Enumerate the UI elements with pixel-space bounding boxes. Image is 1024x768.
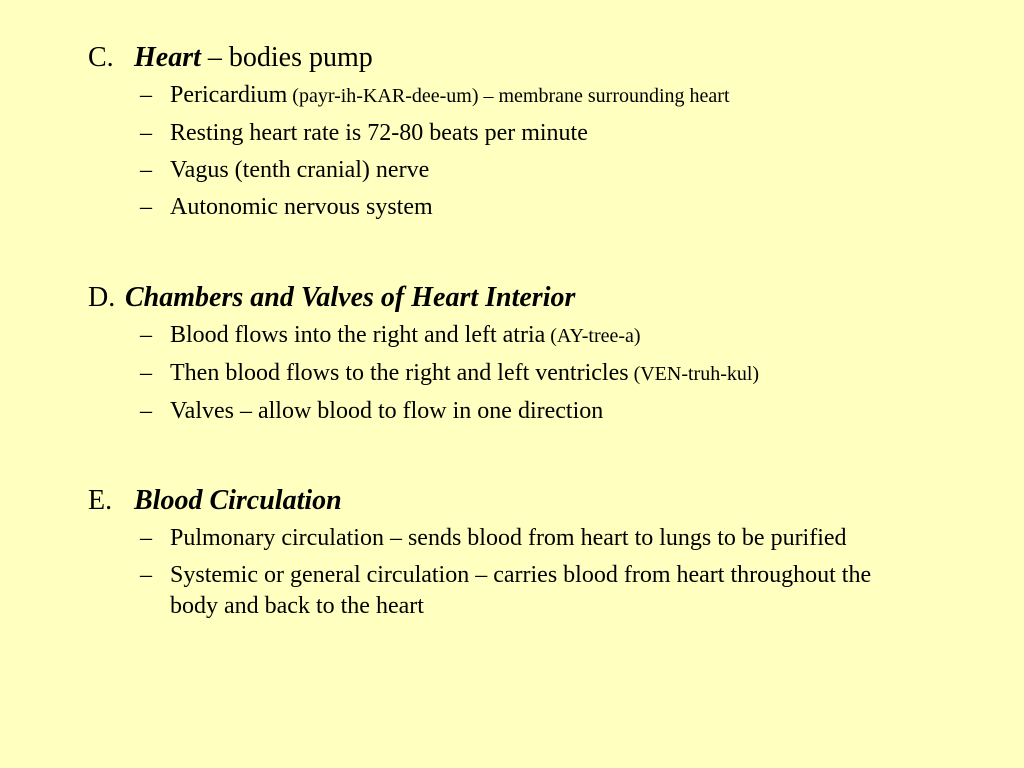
- bullet-text: Pulmonary circulation – sends blood from heart to lungs to be purified: [170, 525, 847, 551]
- list-item: [88, 192, 984, 223]
- bullet-dash: –: [140, 398, 152, 424]
- section-heading: [88, 280, 984, 316]
- section-title: Blood Circulation: [134, 485, 342, 516]
- bullet-list: [88, 320, 984, 427]
- section-blood-circulation: [88, 483, 984, 622]
- section-chambers-valves: [88, 280, 984, 427]
- section-title: Heart: [134, 42, 201, 73]
- bullet-dash: –: [140, 360, 152, 386]
- section-heart: [88, 40, 984, 223]
- bullet-dash: –: [140, 120, 152, 146]
- bullet-text: Then blood flows to the right and left ventricles: [170, 360, 629, 386]
- bullet-dash: –: [140, 82, 152, 108]
- bullet-list: [88, 523, 984, 622]
- list-item: [88, 320, 984, 352]
- section-heading: [88, 483, 984, 519]
- list-item: [88, 396, 984, 427]
- bullet-text: Autonomic nervous system: [170, 194, 433, 220]
- bullet-text: Systemic or general circulation – carries blood from heart throughout the body and back to the heart: [170, 562, 872, 619]
- bullet-text: Vagus (tenth cranial) nerve: [170, 157, 430, 183]
- bullet-dash: –: [140, 525, 152, 551]
- bullet-text: Blood flows into the right and left atria: [170, 322, 546, 348]
- list-item: [88, 155, 984, 186]
- bullet-dash: –: [140, 322, 152, 348]
- bullet-list: [88, 80, 984, 223]
- section-letter: C.: [88, 42, 114, 73]
- bullet-dash: –: [140, 194, 152, 220]
- section-heading: [88, 40, 984, 76]
- section-title: Chambers and Valves of Heart Interior: [125, 282, 576, 313]
- list-item: [88, 523, 984, 554]
- section-letter: E.: [88, 485, 113, 516]
- list-item: [88, 118, 984, 149]
- bullet-dash: –: [140, 157, 152, 183]
- list-item: [88, 560, 984, 622]
- section-subtitle: – bodies pump: [200, 42, 373, 73]
- pronunciation-note: (AY-tree-a): [545, 325, 641, 347]
- bullet-text: Pericardium: [170, 82, 288, 108]
- bullet-dash: –: [140, 562, 152, 588]
- section-letter: D.: [88, 282, 116, 313]
- list-item: [88, 80, 984, 112]
- bullet-text: Valves – allow blood to flow in one direction: [170, 398, 604, 424]
- bullet-text: Resting heart rate is 72-80 beats per minute: [170, 120, 588, 146]
- pronunciation-note: (payr-ih-KAR-dee-um) – membrane surrounding heart: [287, 85, 730, 107]
- pronunciation-note: (VEN-truh-kul): [628, 363, 760, 385]
- list-item: [88, 358, 984, 390]
